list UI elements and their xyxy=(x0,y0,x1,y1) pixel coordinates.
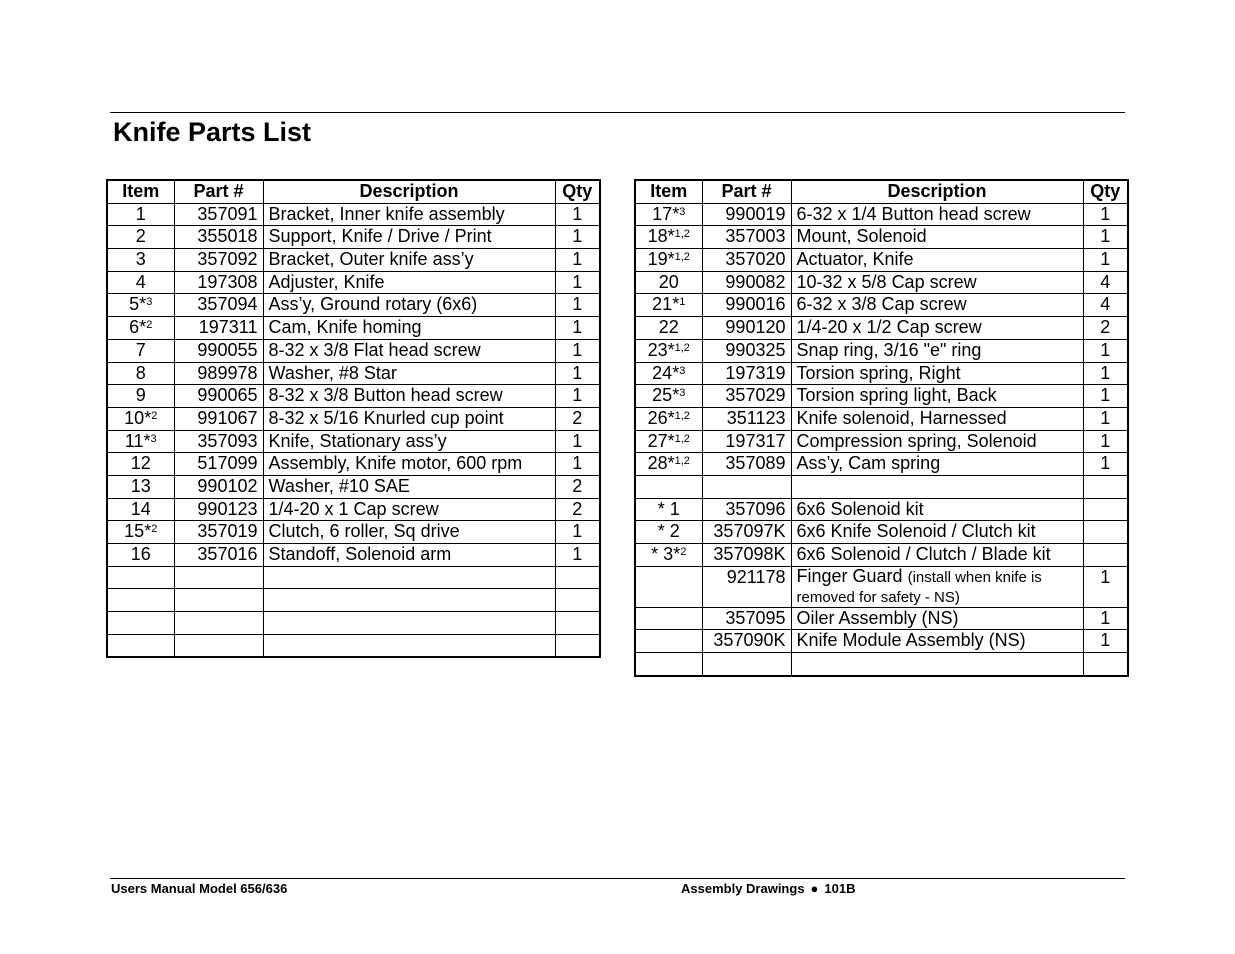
empty-row xyxy=(107,634,600,657)
part-number: 357098K xyxy=(702,544,791,567)
item-number xyxy=(635,203,702,226)
item-label: 4 xyxy=(135,271,146,292)
table-row xyxy=(107,475,600,498)
item-number xyxy=(635,453,702,476)
empty-cell xyxy=(555,612,600,635)
part-number: 990120 xyxy=(702,317,791,340)
item-label: 3 xyxy=(135,249,146,270)
col-header-item: Item xyxy=(107,180,174,203)
footnote-ref: 1,2 xyxy=(674,251,690,264)
empty-cell xyxy=(635,653,702,676)
item-label: 14 xyxy=(130,498,151,519)
item-number xyxy=(635,475,702,498)
table-row xyxy=(635,226,1128,249)
table-row xyxy=(635,339,1128,362)
part-number: 990082 xyxy=(702,271,791,294)
parts-table-left xyxy=(106,179,601,658)
part-description: Torsion spring, Right xyxy=(791,362,1083,385)
col-header-description: Description xyxy=(263,180,555,203)
part-number: 357096 xyxy=(702,498,791,521)
part-description: Cam, Knife homing xyxy=(263,317,555,340)
part-description: Standoff, Solenoid arm xyxy=(263,544,555,567)
item-number xyxy=(107,203,174,226)
item-label: 8 xyxy=(135,362,146,383)
item-label: 15* xyxy=(124,521,152,542)
part-description: 1/4-20 x 1 Cap screw xyxy=(263,498,555,521)
bullet-icon: ● xyxy=(810,881,819,896)
col-header-qty: Qty xyxy=(555,180,600,203)
part-number: 357089 xyxy=(702,453,791,476)
item-label: 28* xyxy=(647,453,675,474)
part-quantity: 1 xyxy=(555,249,600,272)
empty-cell xyxy=(107,566,174,589)
item-number xyxy=(635,249,702,272)
footnote-ref: 3 xyxy=(146,296,153,309)
table-row xyxy=(107,271,600,294)
item-number xyxy=(107,362,174,385)
item-number xyxy=(107,544,174,567)
part-number: 357092 xyxy=(174,249,263,272)
part-description: Bracket, Inner knife assembly xyxy=(263,203,555,226)
part-description xyxy=(791,566,1083,607)
part-number: 990123 xyxy=(174,498,263,521)
footnote-ref: 2 xyxy=(151,523,158,536)
part-description: 6x6 Solenoid / Clutch / Blade kit xyxy=(791,544,1083,567)
empty-cell xyxy=(263,634,555,657)
part-quantity xyxy=(1083,498,1128,521)
part-quantity: 1 xyxy=(555,430,600,453)
empty-cell xyxy=(174,634,263,657)
item-number xyxy=(107,430,174,453)
part-quantity: 2 xyxy=(555,407,600,430)
part-description: Support, Knife / Drive / Print xyxy=(263,226,555,249)
table-row xyxy=(107,544,600,567)
part-description: Compression spring, Solenoid xyxy=(791,430,1083,453)
item-number xyxy=(635,294,702,317)
item-label: 24* xyxy=(652,362,680,383)
part-number: 351123 xyxy=(702,407,791,430)
part-number xyxy=(702,475,791,498)
part-quantity: 1 xyxy=(1083,630,1128,653)
description-text: Finger Guard xyxy=(796,566,903,586)
footnote-ref: 2 xyxy=(680,546,687,558)
item-number xyxy=(635,566,702,607)
page-title: Knife Parts List xyxy=(113,117,312,147)
item-number xyxy=(107,249,174,272)
empty-cell xyxy=(263,612,555,635)
part-quantity: 1 xyxy=(555,294,600,317)
part-description: 6x6 Knife Solenoid / Clutch kit xyxy=(791,521,1083,544)
item-number xyxy=(635,607,702,630)
part-number: 990065 xyxy=(174,385,263,408)
part-quantity: 1 xyxy=(1083,385,1128,408)
header-row xyxy=(635,180,1128,203)
part-quantity: 1 xyxy=(1083,249,1128,272)
item-label: 1 xyxy=(135,203,146,224)
part-quantity: 2 xyxy=(1083,317,1128,340)
item-label: 2 xyxy=(135,226,146,247)
empty-cell xyxy=(263,589,555,612)
part-number: 357093 xyxy=(174,430,263,453)
part-description: Oiler Assembly (NS) xyxy=(791,607,1083,630)
empty-row xyxy=(635,653,1128,676)
footnote-ref: 3 xyxy=(679,387,686,400)
item-label: 10* xyxy=(124,407,152,428)
header-row xyxy=(107,180,600,203)
item-number xyxy=(635,385,702,408)
table-row xyxy=(635,271,1128,294)
part-quantity: 4 xyxy=(1083,294,1128,317)
table-row xyxy=(635,475,1128,498)
part-description: 8-32 x 3/8 Flat head screw xyxy=(263,339,555,362)
table-row xyxy=(635,566,1128,607)
item-number xyxy=(107,226,174,249)
part-quantity: 1 xyxy=(1083,430,1128,453)
footnote-ref: 1,2 xyxy=(674,341,690,354)
item-number xyxy=(635,362,702,385)
part-quantity xyxy=(1083,544,1128,567)
item-number xyxy=(635,544,702,567)
footer-page-info xyxy=(681,881,855,896)
item-number xyxy=(635,521,702,544)
item-number xyxy=(107,498,174,521)
part-number: 517099 xyxy=(174,453,263,476)
table-row xyxy=(107,521,600,544)
item-label: 13 xyxy=(130,475,151,496)
part-quantity: 1 xyxy=(555,453,600,476)
item-label: 17* xyxy=(652,203,680,224)
table-row xyxy=(635,407,1128,430)
table-row xyxy=(107,249,600,272)
item-label: 5* xyxy=(129,294,147,315)
table-row xyxy=(635,294,1128,317)
part-description: 6-32 x 1/4 Button head screw xyxy=(791,203,1083,226)
part-quantity: 2 xyxy=(555,498,600,521)
part-description: Clutch, 6 roller, Sq drive xyxy=(263,521,555,544)
part-quantity: 1 xyxy=(555,521,600,544)
footnote-ref: 3 xyxy=(150,432,157,445)
part-number: 990325 xyxy=(702,339,791,362)
part-number: 990016 xyxy=(702,294,791,317)
part-description: Knife, Stationary ass’y xyxy=(263,430,555,453)
item-number xyxy=(107,385,174,408)
footnote-ref: 1 xyxy=(679,296,686,309)
part-number: 990019 xyxy=(702,203,791,226)
empty-cell xyxy=(791,653,1083,676)
part-number: 357090K xyxy=(702,630,791,653)
part-number: 921178 xyxy=(702,566,791,607)
part-description: 8-32 x 3/8 Button head screw xyxy=(263,385,555,408)
parts-table-right xyxy=(634,179,1129,677)
empty-cell xyxy=(107,634,174,657)
table-row xyxy=(635,498,1128,521)
part-description: 6-32 x 3/8 Cap screw xyxy=(791,294,1083,317)
part-quantity: 1 xyxy=(555,544,600,567)
description-note: (install when knife is removed for safety - NS) xyxy=(796,568,1042,606)
part-quantity: 1 xyxy=(555,362,600,385)
footer-page-number: 101B xyxy=(824,881,856,896)
part-number: 197308 xyxy=(174,271,263,294)
part-description: Mount, Solenoid xyxy=(791,226,1083,249)
part-number: 989978 xyxy=(174,362,263,385)
footer-section: Assembly Drawings xyxy=(681,881,805,896)
part-number: 355018 xyxy=(174,226,263,249)
part-description: Knife Module Assembly (NS) xyxy=(791,630,1083,653)
empty-cell xyxy=(263,566,555,589)
part-description: Bracket, Outer knife ass’y xyxy=(263,249,555,272)
item-number xyxy=(635,430,702,453)
table-row xyxy=(107,430,600,453)
table-row xyxy=(107,203,600,226)
item-number xyxy=(107,521,174,544)
part-number: 357019 xyxy=(174,521,263,544)
part-number: 197317 xyxy=(702,430,791,453)
footnote-ref: 3 xyxy=(679,364,686,377)
item-number xyxy=(635,339,702,362)
item-label: 12 xyxy=(130,453,151,474)
part-quantity: 1 xyxy=(1083,226,1128,249)
table-row xyxy=(635,430,1128,453)
item-label: * 2 xyxy=(657,521,680,542)
part-description: Adjuster, Knife xyxy=(263,271,555,294)
empty-row xyxy=(107,566,600,589)
part-description: Ass’y, Cam spring xyxy=(791,453,1083,476)
part-number: 357094 xyxy=(174,294,263,317)
part-number: 357097K xyxy=(702,521,791,544)
empty-cell xyxy=(555,634,600,657)
table-row xyxy=(635,385,1128,408)
part-description: Torsion spring light, Back xyxy=(791,385,1083,408)
col-header-description: Description xyxy=(791,180,1083,203)
item-label: 18* xyxy=(647,226,675,247)
item-number xyxy=(107,271,174,294)
footnote-ref: 1,2 xyxy=(674,228,690,241)
table-row xyxy=(635,203,1128,226)
item-label: 11* xyxy=(124,430,151,451)
part-description xyxy=(791,475,1083,498)
part-quantity: 1 xyxy=(1083,203,1128,226)
part-description: Snap ring, 3/16 "e" ring xyxy=(791,339,1083,362)
part-quantity: 1 xyxy=(555,317,600,340)
part-number: 357016 xyxy=(174,544,263,567)
footnote-ref: 2 xyxy=(151,409,158,422)
empty-cell xyxy=(174,589,263,612)
part-quantity: 1 xyxy=(555,339,600,362)
table-row xyxy=(107,453,600,476)
table-row xyxy=(107,226,600,249)
empty-row xyxy=(107,589,600,612)
part-description: 10-32 x 5/8 Cap screw xyxy=(791,271,1083,294)
table-row xyxy=(107,498,600,521)
part-quantity: 2 xyxy=(555,475,600,498)
part-description: Washer, #10 SAE xyxy=(263,475,555,498)
item-label: 20 xyxy=(658,271,679,292)
part-description: Ass’y, Ground rotary (6x6) xyxy=(263,294,555,317)
part-number: 990055 xyxy=(174,339,263,362)
footnote-ref: 1,2 xyxy=(674,455,690,468)
table-row xyxy=(107,407,600,430)
item-label: * 1 xyxy=(657,498,680,519)
empty-row xyxy=(107,612,600,635)
item-label: 6* xyxy=(129,317,147,338)
footnote-ref: 1,2 xyxy=(674,432,690,445)
footnote-ref: 1,2 xyxy=(674,409,690,422)
item-number xyxy=(107,317,174,340)
part-description: Actuator, Knife xyxy=(791,249,1083,272)
footnote-ref: 3 xyxy=(679,205,686,218)
empty-cell xyxy=(107,612,174,635)
footer-manual-title: Users Manual Model 656/636 xyxy=(111,881,288,896)
item-number xyxy=(107,453,174,476)
part-description: 1/4-20 x 1/2 Cap screw xyxy=(791,317,1083,340)
item-number xyxy=(635,630,702,653)
part-number: 991067 xyxy=(174,407,263,430)
part-quantity xyxy=(1083,475,1128,498)
footer-rule xyxy=(110,878,1125,879)
table-row xyxy=(635,544,1128,567)
part-quantity: 1 xyxy=(555,226,600,249)
part-quantity: 1 xyxy=(1083,566,1128,607)
part-number: 197311 xyxy=(174,317,263,340)
col-header-item: Item xyxy=(635,180,702,203)
part-number: 357095 xyxy=(702,607,791,630)
item-number xyxy=(635,498,702,521)
empty-cell xyxy=(1083,653,1128,676)
table-row xyxy=(635,630,1128,653)
empty-cell xyxy=(174,566,263,589)
part-quantity: 1 xyxy=(555,385,600,408)
table-row xyxy=(635,453,1128,476)
col-header-part: Part # xyxy=(702,180,791,203)
part-quantity xyxy=(1083,521,1128,544)
table-row xyxy=(635,362,1128,385)
item-label: 21* xyxy=(652,294,680,315)
part-number: 357091 xyxy=(174,203,263,226)
part-quantity: 1 xyxy=(1083,362,1128,385)
item-number xyxy=(635,407,702,430)
part-number: 357020 xyxy=(702,249,791,272)
part-number: 357003 xyxy=(702,226,791,249)
part-description: 6x6 Solenoid kit xyxy=(791,498,1083,521)
part-quantity: 1 xyxy=(555,203,600,226)
part-number: 990102 xyxy=(174,475,263,498)
item-number xyxy=(635,226,702,249)
empty-cell xyxy=(174,612,263,635)
item-label: * 3* xyxy=(651,544,681,564)
part-description: Washer, #8 Star xyxy=(263,362,555,385)
item-number xyxy=(635,271,702,294)
item-number xyxy=(107,339,174,362)
footnote-ref: 2 xyxy=(146,319,153,332)
part-quantity: 1 xyxy=(1083,607,1128,630)
part-number: 357029 xyxy=(702,385,791,408)
part-description: 8-32 x 5/16 Knurled cup point xyxy=(263,407,555,430)
table-row xyxy=(635,249,1128,272)
item-number xyxy=(107,475,174,498)
item-label: 16 xyxy=(130,544,151,564)
item-label: 22 xyxy=(658,317,679,338)
part-quantity: 4 xyxy=(1083,271,1128,294)
header-rule xyxy=(110,112,1125,113)
item-number xyxy=(635,317,702,340)
item-label: 27* xyxy=(647,430,675,451)
table-row xyxy=(635,521,1128,544)
empty-cell xyxy=(555,566,600,589)
part-quantity: 1 xyxy=(1083,407,1128,430)
empty-cell xyxy=(702,653,791,676)
empty-cell xyxy=(555,589,600,612)
part-description: Knife solenoid, Harnessed xyxy=(791,407,1083,430)
part-quantity: 1 xyxy=(1083,339,1128,362)
part-description: Assembly, Knife motor, 600 rpm xyxy=(263,453,555,476)
table-row xyxy=(107,362,600,385)
item-label: 9 xyxy=(135,385,146,406)
item-label: 26* xyxy=(647,407,675,428)
part-quantity: 1 xyxy=(1083,453,1128,476)
table-row xyxy=(107,294,600,317)
item-number xyxy=(107,294,174,317)
item-label: 25* xyxy=(652,385,680,406)
table-row xyxy=(107,339,600,362)
col-header-part: Part # xyxy=(174,180,263,203)
table-row xyxy=(635,317,1128,340)
table-row xyxy=(635,607,1128,630)
item-number xyxy=(107,407,174,430)
item-label: 7 xyxy=(135,339,146,360)
empty-cell xyxy=(107,589,174,612)
item-label: 19* xyxy=(647,249,675,270)
part-quantity: 1 xyxy=(555,271,600,294)
item-label: 23* xyxy=(647,339,675,360)
table-row xyxy=(107,385,600,408)
part-number: 197319 xyxy=(702,362,791,385)
col-header-qty: Qty xyxy=(1083,180,1128,203)
table-row xyxy=(107,317,600,340)
